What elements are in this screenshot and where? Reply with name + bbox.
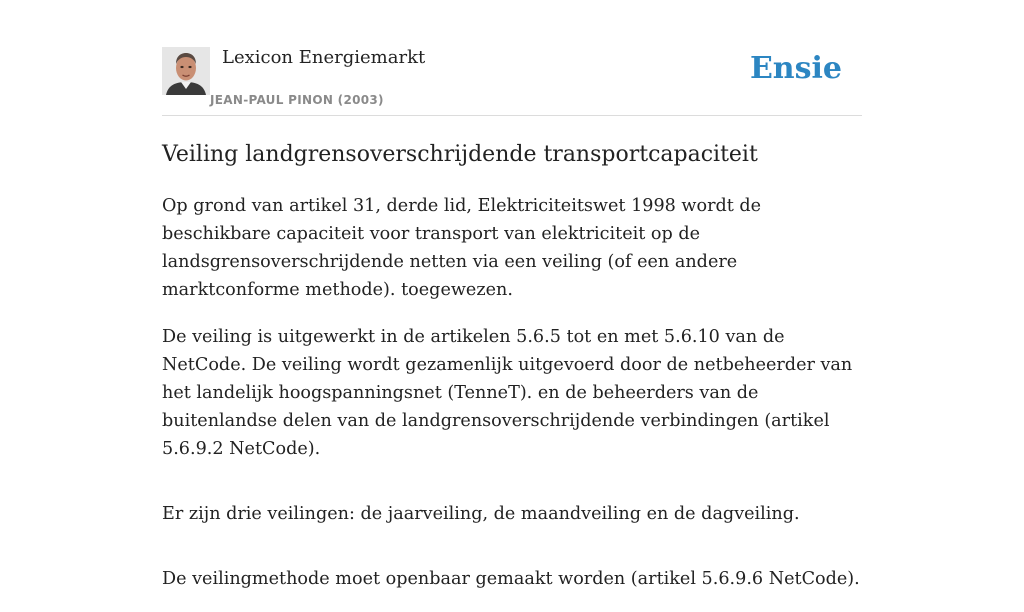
article-header [162,0,862,116]
author-name[interactable]: JEAN-PAUL PINON (2003) [210,93,384,107]
ensie-logo[interactable]: Ensie [749,51,842,86]
paragraph: De veiling is uitgewerkt in de artikelen 5.6.5 tot en met 5.6.10 van de NetCode. De veiling wordt gezamenlijk uitgevoerd door de netbeheerder van het landelijk hoogspanningsnet (TenneT). en de beheerders van de buitenlandse delen van de landgrensoverschrijdende verbindingen (artikel 5.6.9.2 NetCode). [162,327,853,459]
paragraph: Er zijn drie veilingen: de jaarveiling, de maandveiling en de dagveiling. [162,504,800,524]
paragraph: Op grond van artikel 31, derde lid, Elektriciteitswet 1998 wordt de beschikbare capaciteit voor transport van elektriciteit op de landsgrensoverschrijdende netten via een veiling (of een andere marktconforme methode). toegewezen. [162,196,762,300]
article-body [162,192,862,612]
author-avatar[interactable] [162,47,210,95]
paragraph: De veilingmethode moet openbaar gemaakt worden (artikel 5.6.9.6 NetCode). [162,569,860,589]
article-card [162,0,862,589]
avatar-portrait-icon [162,47,210,95]
page-title: Veiling landgrensoverschrijdende transportcapaciteit [162,142,758,167]
lexicon-title[interactable]: Lexicon Energiemarkt [222,47,426,68]
